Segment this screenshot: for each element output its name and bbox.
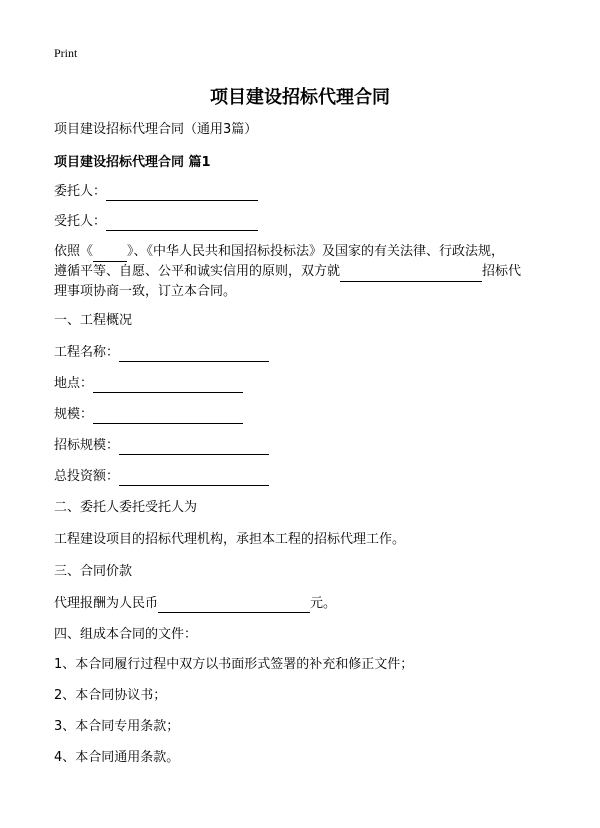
client-label: 委托人： [54,184,107,199]
location-label: 地点： [54,376,94,391]
print-link[interactable]: Print [54,46,78,60]
intro-line-2 [54,262,554,282]
agent-blank [106,216,258,231]
scale-blank [93,409,243,424]
intro-seg-3: 遵循平等、自愿、公平和诚实信用的原则，双方就 [54,264,341,279]
fee-blank [158,598,310,613]
project-name-line [54,343,269,362]
investment-line [54,467,269,486]
intro-seg-1: 依照《 [54,244,94,259]
agent-label: 受托人： [54,214,107,229]
tender-scale-line [54,436,269,455]
project-blank [340,267,482,282]
fee-line [54,594,336,613]
client-line [54,182,258,201]
intro-line-1 [54,242,554,262]
fee-prefix: 代理报酬为人民币 [54,596,159,611]
agent-line [54,212,258,231]
location-line [54,374,243,393]
intro-seg-4: 招标代 [482,264,522,279]
tender-scale-label: 招标规模： [54,438,120,453]
scale-label: 规模： [54,407,94,422]
section4-heading: 四、组成本合同的文件： [54,627,198,642]
list-item: 3、本合同专用条款； [54,719,180,734]
section3-heading: 三、合同价款 [54,564,133,579]
project-name-blank [119,347,269,362]
intro-line-3: 理事项协商一致，订立本合同。 [54,284,237,299]
article-heading: 项目建设招标代理合同 篇1 [54,155,211,170]
section2-heading: 二、委托人委托受托人为 [54,500,198,515]
tender-scale-blank [119,440,269,455]
section1-heading: 一、工程概况 [54,313,133,328]
client-blank [106,186,258,201]
list-item: 4、本合同通用条款。 [54,750,180,765]
intro-paragraph [54,242,554,302]
list-item: 2、本合同协议书； [54,688,167,703]
investment-label: 总投资额： [54,469,120,484]
location-blank [93,378,243,393]
document-subtitle: 项目建设招标代理合同（通用3篇） [54,122,258,137]
scale-line [54,405,243,424]
document-title: 项目建设招标代理合同 [210,87,390,108]
law-name-blank [93,247,127,262]
project-name-label: 工程名称： [54,345,120,360]
list-item: 1、本合同履行过程中双方以书面形式签署的补充和修正文件； [54,657,414,672]
section2-body: 工程建设项目的招标代理机构，承担本工程的招标代理工作。 [54,532,406,547]
investment-blank [119,471,269,486]
intro-seg-2: 》、《中华人民共和国招标投标法》及国家的有关法律、行政法规， [127,244,505,259]
fee-suffix: 元。 [310,596,337,611]
